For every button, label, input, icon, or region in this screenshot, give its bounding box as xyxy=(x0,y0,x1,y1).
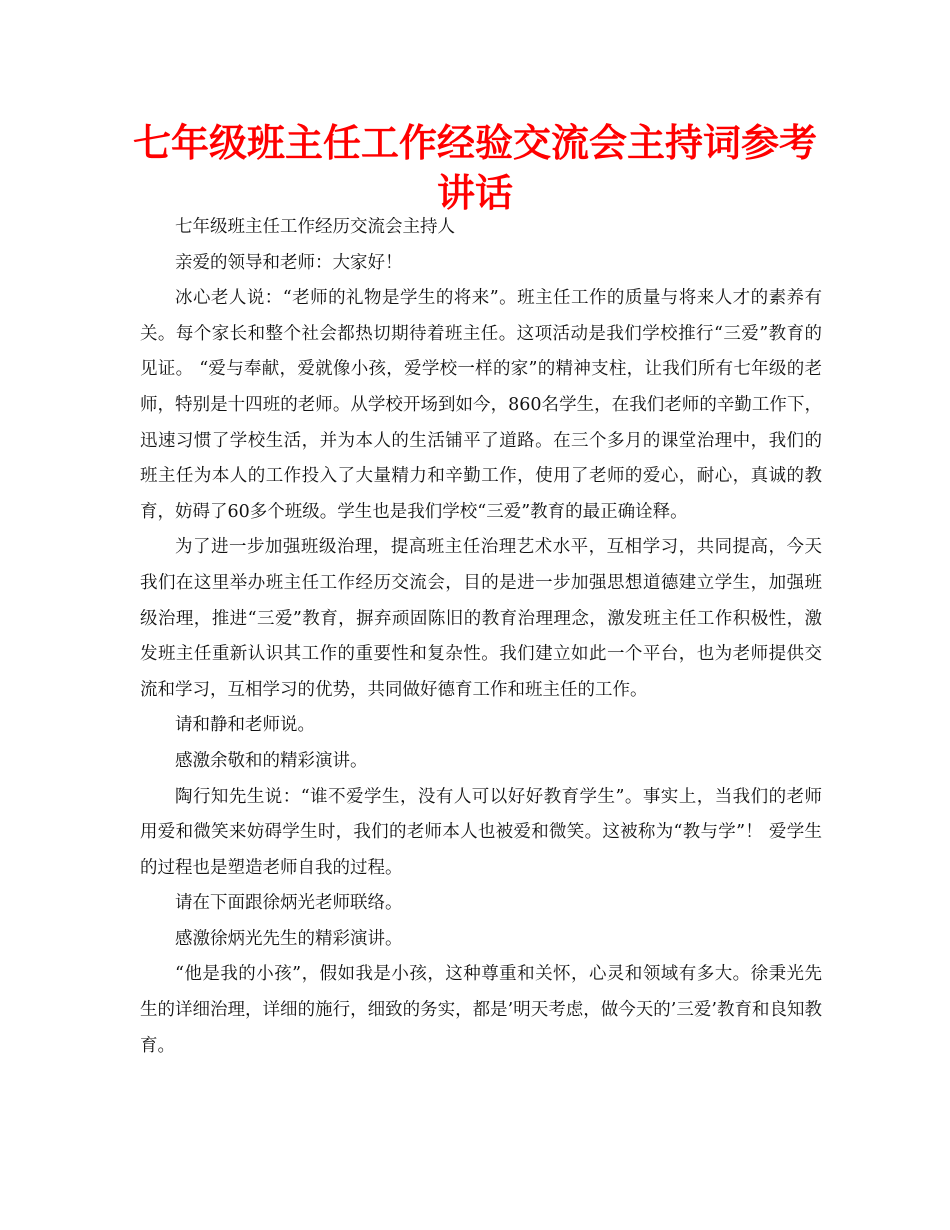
document-body xyxy=(140,210,822,1064)
paragraph-thanks-speaker-2: 感激徐炳光先生的精彩演讲。 xyxy=(175,928,403,949)
paragraph-bingxin-quote: 冰心老人说：“老师的礼物是学生的将来”。班主任工作的质量与将来人才的素养有关。每个家长和整个社会都热切期待着班主任。这项活动是我们学校推行“三爱”教育的见证。 “爱与奉献，爱就像小孩，爱学校一样的家”的精神支柱，让我们所有七年级的老师，特别是十四班的老师。从学校开场到如今，860名学生，在我们老师的辛勤工作下，迅速习惯了学校生活，并为本人的生活铺平了道路。在三个多月的课堂治理中，我们的班主任为本人的工作投入了大量精力和辛勤工作，使用了老师的爱心，耐心，真诚的教育，妨碍了60多个班级。学生也是我们学校“三爱”教育的最正确诠释。 xyxy=(140,288,822,522)
paragraph-thanks-speaker-1: 感激余敬和的精彩演讲。 xyxy=(175,750,368,771)
paragraph-closing: “他是我的小孩”，假如我是小孩，这种尊重和关怀，心灵和领域有多大。徐秉光先生的详细治理，详细的施行，细致的务实，都是’明天考虑，做今天的’三爱’教育和良知教育。 xyxy=(140,964,822,1056)
paragraph-tao-xingzhi-quote: 陶行知先生说：“谁不爱学生，没有人可以好好教育学生”。事实上，当我们的老师用爱和微笑来妨碍学生时，我们的老师本人也被爱和微笑。这被称为“教与学”！ 爱学生的过程也是塑造老师自我的过程。 xyxy=(140,786,822,878)
paragraph-invite-speaker-2: 请在下面跟徐炳光老师联络。 xyxy=(175,893,403,914)
paragraph-invite-speaker-1: 请和静和老师说。 xyxy=(175,715,315,736)
paragraph-purpose: 为了进一步加强班级治理，提高班主任治理艺术水平，互相学习，共同提高，今天我们在这里举办班主任工作经历交流会，目的是进一步加强思想道德建立学生，加强班级治理，推进“三爱”教育，摒弃顽固陈旧的教育治理理念，激发班主任工作积极性，激发班主任重新认识其工作的重要性和复杂性。我们建立如此一个平台，也为老师提供交流和学习，互相学习的优势，共同做好德育工作和班主任的工作。 xyxy=(140,537,822,700)
paragraph-host-heading: 七年级班主任工作经历交流会主持人 xyxy=(175,217,455,237)
document-title: 七年级班主任工作经验交流会主持词参考讲话 xyxy=(132,121,817,215)
paragraph-greeting: 亲爱的领导和老师：大家好！ xyxy=(175,252,403,273)
